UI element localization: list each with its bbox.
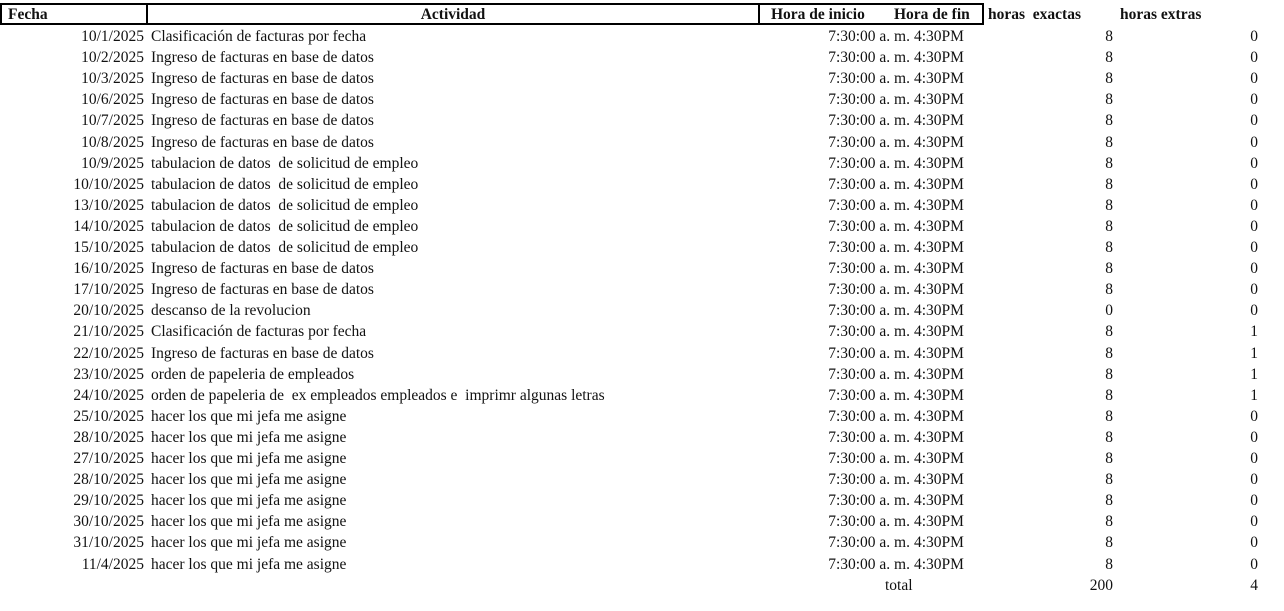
cell-hora-fin: 4:30PM (914, 386, 964, 404)
cell-hora-inicio: 7:30:00 a. m. (828, 112, 910, 130)
cell-fecha: 13/10/2025 (73, 196, 144, 214)
header-hora-inicio: Hora de inicio (771, 6, 865, 23)
cell-fecha: 31/10/2025 (73, 534, 144, 552)
cell-horas-exactas: 8 (1105, 323, 1113, 341)
cell-fecha: 28/10/2025 (73, 428, 144, 446)
cell-horas-extras: 0 (1250, 555, 1258, 573)
header-horas-exactas: horas exactas (988, 6, 1081, 23)
cell-horas-exactas: 8 (1105, 365, 1113, 383)
cell-horas-exactas: 8 (1105, 555, 1113, 573)
cell-actividad: Ingreso de facturas en base de datos (151, 70, 374, 88)
cell-actividad: hacer los que mi jefa me asigne (151, 428, 347, 446)
cell-fecha: 10/1/2025 (81, 28, 144, 45)
cell-hora-fin: 4:30PM (914, 91, 964, 109)
cell-hora-inicio: 7:30:00 a. m. (828, 91, 910, 109)
cell-fecha: 10/9/2025 (81, 154, 144, 172)
cell-fecha: 15/10/2025 (73, 239, 144, 256)
cell-hora-inicio: 7:30:00 a. m. (828, 28, 910, 45)
cell-horas-extras: 0 (1250, 407, 1258, 425)
cell-actividad: tabulacion de datos de solicitud de empleo (151, 239, 419, 256)
cell-fecha: 27/10/2025 (73, 450, 144, 467)
cell-horas-extras: 0 (1250, 70, 1258, 88)
table-row (0, 490, 1284, 511)
cell-horas-exactas: 8 (1105, 344, 1113, 362)
cell-actividad: descanso de la revolucion (151, 302, 311, 320)
table-row (0, 364, 1284, 385)
cell-horas-exactas: 8 (1105, 154, 1113, 172)
cell-actividad: tabulacion de datos de solicitud de empleo (151, 154, 419, 172)
cell-actividad: tabulacion de datos de solicitud de empleo (151, 175, 419, 193)
cell-hora-inicio: 7:30:00 a. m. (828, 302, 910, 320)
cell-horas-extras: 1 (1250, 344, 1258, 362)
cell-horas-exactas: 8 (1105, 175, 1113, 193)
cell-fecha: 10/10/2025 (73, 175, 144, 193)
table-row (0, 26, 1284, 47)
table-row (0, 554, 1284, 575)
table-row (0, 110, 1284, 131)
cell-hora-fin: 4:30PM (914, 217, 964, 235)
header-hora-fin: Hora de fin (894, 6, 970, 23)
cell-horas-exactas: 8 (1105, 260, 1113, 278)
cell-horas-exactas: 8 (1105, 492, 1113, 510)
cell-horas-extras: 0 (1250, 28, 1258, 45)
cell-hora-fin: 4:30PM (914, 28, 964, 45)
cell-fecha: 10/2/2025 (81, 49, 144, 67)
cell-fecha: 10/6/2025 (81, 91, 144, 109)
cell-actividad: hacer los que mi jefa me asigne (151, 555, 347, 573)
cell-horas-extras: 0 (1250, 302, 1258, 320)
cell-hora-inicio: 7:30:00 a. m. (828, 407, 910, 425)
table-row (0, 174, 1284, 195)
cell-fecha: 24/10/2025 (73, 386, 144, 404)
cell-fecha: 23/10/2025 (73, 365, 144, 383)
header-fecha: Fecha (8, 6, 48, 23)
cell-horas-exactas: 8 (1105, 513, 1113, 531)
cell-hora-fin: 4:30PM (914, 196, 964, 214)
cell-horas-exactas: 8 (1105, 49, 1113, 67)
cell-hora-inicio: 7:30:00 a. m. (828, 175, 910, 193)
cell-hora-inicio: 7:30:00 a. m. (828, 365, 910, 383)
cell-actividad: tabulacion de datos de solicitud de empleo (151, 217, 419, 235)
cell-actividad: Ingreso de facturas en base de datos (151, 91, 374, 109)
cell-fecha: 30/10/2025 (73, 513, 144, 531)
cell-hora-inicio: 7:30:00 a. m. (828, 196, 910, 214)
cell-horas-extras: 0 (1250, 154, 1258, 172)
cell-hora-fin: 4:30PM (914, 513, 964, 531)
cell-horas-exactas: 8 (1105, 534, 1113, 552)
cell-horas-exactas: 8 (1105, 28, 1113, 45)
cell-hora-fin: 4:30PM (914, 112, 964, 130)
table-row (0, 511, 1284, 532)
cell-actividad: Ingreso de facturas en base de datos (151, 49, 374, 67)
table-row (0, 469, 1284, 490)
table-row (0, 237, 1284, 258)
cell-horas-extras: 0 (1250, 492, 1258, 510)
cell-hora-inicio: 7:30:00 a. m. (828, 386, 910, 404)
table-row (0, 406, 1284, 427)
cell-horas-extras: 0 (1250, 239, 1258, 256)
cell-actividad: Ingreso de facturas en base de datos (151, 344, 374, 362)
cell-horas-extras: 0 (1250, 49, 1258, 67)
total-horas-exactas: 200 (1089, 577, 1113, 594)
cell-horas-extras: 0 (1250, 471, 1258, 489)
cell-horas-exactas: 8 (1105, 281, 1113, 299)
cell-horas-extras: 1 (1250, 323, 1258, 341)
cell-horas-extras: 0 (1250, 175, 1258, 193)
cell-horas-exactas: 8 (1105, 217, 1113, 235)
cell-actividad: hacer los que mi jefa me asigne (151, 450, 347, 467)
cell-hora-inicio: 7:30:00 a. m. (828, 239, 910, 256)
cell-hora-fin: 4:30PM (914, 70, 964, 88)
cell-actividad: orden de papeleria de empleados (151, 365, 355, 383)
cell-fecha: 10/3/2025 (81, 70, 144, 88)
table-row (0, 321, 1284, 342)
cell-hora-inicio: 7:30:00 a. m. (828, 281, 910, 299)
cell-horas-exactas: 0 (1105, 302, 1113, 320)
total-horas-extras: 4 (1250, 577, 1258, 594)
cell-horas-exactas: 8 (1105, 112, 1113, 130)
cell-horas-extras: 0 (1250, 450, 1258, 467)
cell-horas-extras: 0 (1250, 91, 1258, 109)
table-row (0, 427, 1284, 448)
cell-hora-fin: 4:30PM (914, 175, 964, 193)
cell-hora-inicio: 7:30:00 a. m. (828, 70, 910, 88)
table-row (0, 532, 1284, 553)
table-row (0, 300, 1284, 321)
cell-hora-inicio: 7:30:00 a. m. (828, 49, 910, 67)
cell-horas-extras: 0 (1250, 534, 1258, 552)
cell-horas-exactas: 8 (1105, 133, 1113, 151)
cell-horas-extras: 0 (1250, 112, 1258, 130)
cell-actividad: hacer los que mi jefa me asigne (151, 534, 347, 552)
table-row (0, 343, 1284, 364)
cell-hora-inicio: 7:30:00 a. m. (828, 450, 910, 467)
cell-hora-inicio: 7:30:00 a. m. (828, 492, 910, 510)
cell-horas-extras: 0 (1250, 428, 1258, 446)
cell-hora-fin: 4:30PM (914, 302, 964, 320)
cell-horas-extras: 0 (1250, 196, 1258, 214)
cell-hora-fin: 4:30PM (914, 344, 964, 362)
cell-hora-fin: 4:30PM (914, 365, 964, 383)
cell-actividad: hacer los que mi jefa me asigne (151, 492, 347, 510)
cell-hora-fin: 4:30PM (914, 471, 964, 489)
table-row (0, 448, 1284, 469)
cell-hora-fin: 4:30PM (914, 49, 964, 67)
cell-hora-inicio: 7:30:00 a. m. (828, 217, 910, 235)
cell-horas-exactas: 8 (1105, 407, 1113, 425)
cell-actividad: Clasificación de facturas por fecha (151, 323, 367, 341)
cell-horas-exactas: 8 (1105, 386, 1113, 404)
total-label: total (885, 577, 913, 594)
cell-actividad: Ingreso de facturas en base de datos (151, 260, 374, 278)
cell-actividad: hacer los que mi jefa me asigne (151, 471, 347, 489)
cell-hora-inicio: 7:30:00 a. m. (828, 154, 910, 172)
cell-horas-exactas: 8 (1105, 91, 1113, 109)
cell-hora-fin: 4:30PM (914, 239, 964, 256)
cell-horas-exactas: 8 (1105, 70, 1113, 88)
cell-horas-exactas: 8 (1105, 196, 1113, 214)
table-row (0, 279, 1284, 300)
table-row (0, 47, 1284, 68)
cell-hora-fin: 4:30PM (914, 534, 964, 552)
cell-fecha: 14/10/2025 (73, 217, 144, 235)
cell-horas-extras: 0 (1250, 133, 1258, 151)
cell-fecha: 21/10/2025 (73, 323, 144, 341)
cell-horas-exactas: 8 (1105, 239, 1113, 256)
cell-actividad: orden de papeleria de ex empleados empleados e imprimr algunas letras (151, 386, 605, 404)
cell-hora-inicio: 7:30:00 a. m. (828, 344, 910, 362)
cell-hora-fin: 4:30PM (914, 407, 964, 425)
cell-hora-fin: 4:30PM (914, 154, 964, 172)
cell-horas-extras: 0 (1250, 513, 1258, 531)
cell-horas-extras: 0 (1250, 217, 1258, 235)
cell-actividad: tabulacion de datos de solicitud de empleo (151, 196, 419, 214)
cell-horas-exactas: 8 (1105, 428, 1113, 446)
table-row (0, 216, 1284, 237)
cell-fecha: 25/10/2025 (73, 407, 144, 425)
cell-horas-extras: 1 (1250, 365, 1258, 383)
cell-fecha: 10/8/2025 (81, 133, 144, 151)
cell-actividad: hacer los que mi jefa me asigne (151, 513, 347, 531)
cell-fecha: 10/7/2025 (81, 112, 144, 130)
table-row (0, 153, 1284, 174)
header-horas-extras: horas extras (1120, 6, 1202, 23)
cell-fecha: 11/4/2025 (81, 555, 144, 573)
table-row (0, 258, 1284, 279)
cell-hora-fin: 4:30PM (914, 555, 964, 573)
cell-fecha: 20/10/2025 (73, 302, 144, 320)
cell-actividad: hacer los que mi jefa me asigne (151, 407, 347, 425)
cell-hora-fin: 4:30PM (914, 323, 964, 341)
cell-fecha: 29/10/2025 (73, 492, 144, 510)
table-row (0, 68, 1284, 89)
cell-hora-fin: 4:30PM (914, 260, 964, 278)
cell-horas-extras: 1 (1250, 386, 1258, 404)
cell-fecha: 17/10/2025 (73, 281, 144, 299)
cell-hora-fin: 4:30PM (914, 133, 964, 151)
cell-actividad: Ingreso de facturas en base de datos (151, 133, 374, 151)
cell-actividad: Ingreso de facturas en base de datos (151, 281, 374, 299)
header-actividad: Actividad (420, 6, 486, 23)
cell-horas-extras: 0 (1250, 260, 1258, 278)
cell-hora-fin: 4:30PM (914, 428, 964, 446)
cell-actividad: Clasificación de facturas por fecha (151, 28, 367, 45)
table-row (0, 195, 1284, 216)
cell-hora-fin: 4:30PM (914, 492, 964, 510)
cell-fecha: 28/10/2025 (73, 471, 144, 489)
cell-actividad: Ingreso de facturas en base de datos (151, 112, 374, 130)
cell-hora-inicio: 7:30:00 a. m. (828, 513, 910, 531)
table-row (0, 385, 1284, 406)
cell-hora-fin: 4:30PM (914, 450, 964, 467)
cell-horas-extras: 0 (1250, 281, 1258, 299)
cell-fecha: 16/10/2025 (73, 260, 144, 278)
table-row (0, 89, 1284, 110)
cell-horas-exactas: 8 (1105, 450, 1113, 467)
cell-hora-inicio: 7:30:00 a. m. (828, 534, 910, 552)
table-row (0, 132, 1284, 153)
cell-hora-inicio: 7:30:00 a. m. (828, 260, 910, 278)
cell-hora-inicio: 7:30:00 a. m. (828, 555, 910, 573)
cell-fecha: 22/10/2025 (73, 344, 144, 362)
cell-hora-inicio: 7:30:00 a. m. (828, 471, 910, 489)
cell-hora-inicio: 7:30:00 a. m. (828, 133, 910, 151)
cell-hora-inicio: 7:30:00 a. m. (828, 323, 910, 341)
cell-hora-fin: 4:30PM (914, 281, 964, 299)
cell-hora-inicio: 7:30:00 a. m. (828, 428, 910, 446)
cell-horas-exactas: 8 (1105, 471, 1113, 489)
